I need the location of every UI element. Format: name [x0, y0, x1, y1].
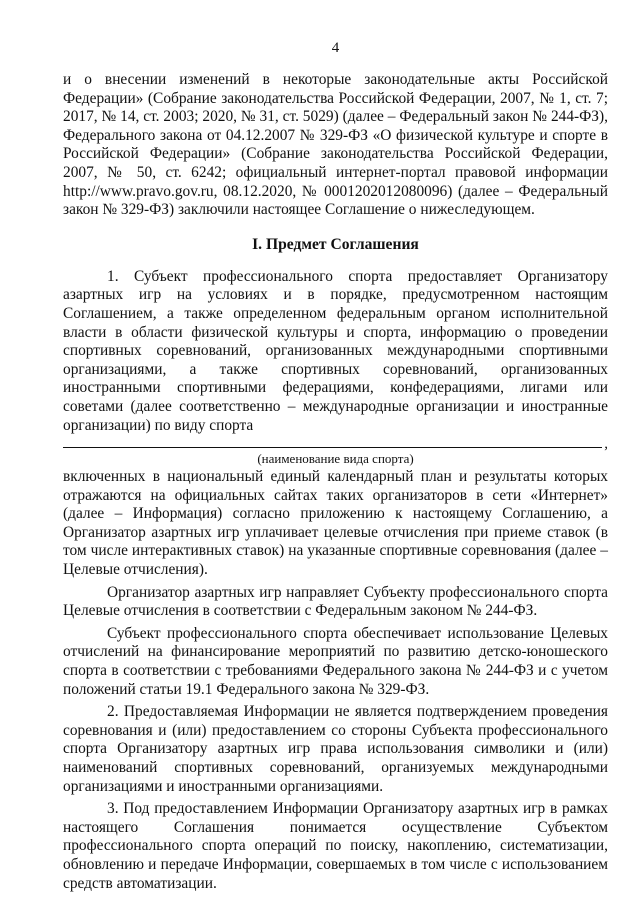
blank-line-end: ,	[604, 436, 608, 453]
clause-3-paragraph: 3. Под предоставлением Информации Организатору азартных игр в рамках настоящего Соглашения понимается осуществление Субъектом профессионального спорта операций по поиску, накоплению, систематизации, обновлению и передаче Информации, совершаемых в том числе с использованием средств автоматизации.	[63, 800, 608, 892]
usage-paragraph: Субъект профессионального спорта обеспечивает использование Целевых отчислений на финансирование мероприятий по развитию детско-юношеского спорта в соответствии с требованиями Федерального закона № 244-ФЗ и с учетом положений статьи 19.1 Федерального закона № 329-ФЗ.	[63, 624, 608, 698]
blank-caption: (наименование вида спорта)	[257, 451, 414, 467]
section-heading: I. Предмет Соглашения	[252, 235, 419, 253]
clause-1-continuation: включенных в национальный единый календарный план и результаты которых отражаются на официальных сайтах таких организаторов в сети «Интернет» (далее – Информация) согласно приложению к настоящему Соглашению, а Организатор азартных игр уплачивает целевые отчисления при приеме ставок (в том числе интерактивных ставок) на указанные спортивные соревнования (далее – Целевые отчисления).	[63, 468, 608, 579]
payments-paragraph: Организатор азартных игр направляет Субъекту профессионального спорта Целевые отчисления в соответствии с Федеральным законом № 244-ФЗ.	[63, 583, 608, 620]
clause-2-paragraph: 2. Предоставляемая Информации не является подтверждением проведения соревнования и (или) предоставлением со стороны Субъекта профессионального спорта Организатору азартных игр права использования символики и (или) наименований спортивных соревнований, организуемых международными организациями и иностранными организациями.	[63, 703, 608, 795]
clause-1-paragraph: 1. Субъект профессионального спорта предоставляет Организатору азартных игр на условиях и в порядке, предусмотренном настоящим Соглашением, а также определенном федеральным органом исполнительной власти в области физической культуры и спорта, информацию о проведении спортивных соревнований, организованных международными спортивными организациями, а также спортивных соревнований, организованных иностранными спортивными федерациями, конфедерациями, лигами или советами (далее соответственно – международные организации и иностранные организации) по виду спорта	[63, 267, 608, 434]
fill-in-blank-line	[63, 436, 608, 453]
intro-paragraph: и о внесении изменений в некоторые законодательные акты Российской Федерации» (Собрание законодательства Российской Федерации, 2007, № 1, ст. 7; 2017, № 14, ст. 2003; 2020, № 31, ст. 5029) (далее – Федеральный закон № 244-ФЗ), Федерального закона от 04.12.2007 № 329-ФЗ «О физической культуре и спорте в Российской Федерации» (Собрание законодательства Российской Федерации, 2007, № 50, ст. 6242; официальный интернет-портал правовой информации http://www.pravo.gov.ru, 08.12.2020, № 0001202012080096) (далее – Федеральный закон № 329-ФЗ) заключили настоящее Соглашение о нижеследующем.	[63, 71, 608, 219]
page-number: 4	[331, 40, 340, 56]
